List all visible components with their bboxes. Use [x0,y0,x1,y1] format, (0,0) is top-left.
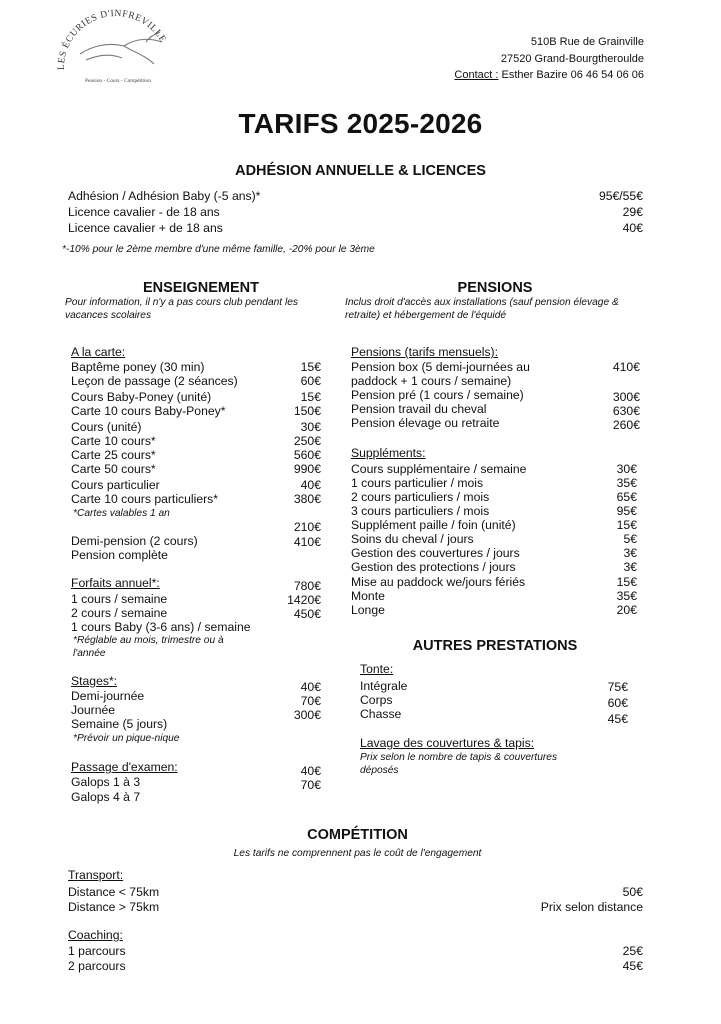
price-row-value: 95€ [616,504,637,518]
price-row-label: Corps [360,693,393,707]
supplements-title: Suppléments: [351,446,426,460]
price-row-label: Carte 10 cours* [71,434,156,448]
price-row-value: Prix selon distance [540,900,643,914]
address-line-1: 510B Rue de Grainville [530,36,644,48]
competition-heading: COMPÉTITION [307,827,408,843]
pensions-tarifs-title: Pensions (tarifs mensuels): [351,345,498,359]
adhesion-row-price: 40€ [622,221,643,235]
price-row-value: 50€ [622,885,643,899]
price-row-label: 1 cours Baby (3-6 ans) / semaine [71,620,251,634]
page-title: TARIFS 2025-2026 [238,108,483,139]
price-row-label: Monte [351,589,385,603]
price-row-value: 35€ [616,476,637,490]
price-row-label: Longe [351,603,385,617]
adhesion-row-label: Adhésion / Adhésion Baby (-5 ans)* [68,189,261,203]
lavage-title: Lavage des couvertures & tapis: [360,736,535,750]
price-row-label: paddock + 1 cours / semaine) [351,374,512,388]
pensions-intro-line-2: retraite) et hébergement de l'équidé [345,310,507,321]
price-row-value: 15€ [300,360,321,374]
horse-head-icon [80,32,162,64]
price-row-value: 260€ [612,418,640,432]
price-row-label: Pension complète [71,548,168,562]
price-row-label: 1 cours particulier / mois [351,476,484,490]
enseignement-intro-line-1: Pour information, il n'y a pas cours club pendant les [65,297,298,308]
enseignement-intro-line-2: vacances scolaires [65,310,152,321]
price-row-label: 2 cours particuliers / mois [351,490,490,504]
price-row-value: 450€ [293,607,321,621]
transport-title: Transport: [68,868,124,882]
cartes-note: *Cartes valables 1 an [73,508,170,519]
price-row-label: Pension travail du cheval [351,402,487,416]
price-row-label: 2 parcours [68,959,126,973]
price-row-label: Pension box (5 demi-journées au [351,360,530,374]
price-row-value: 45€ [622,959,643,973]
price-row-label: Pension pré (1 cours / semaine) [351,388,524,402]
price-row-label: Carte 25 cours* [71,448,156,462]
contact-label: Contact : [454,69,499,81]
price-row-value: 780€ [293,579,321,593]
price-row-label: 3 cours particuliers / mois [351,504,490,518]
autres-heading: AUTRES PRESTATIONS [412,638,578,654]
price-row-label: Soins du cheval / jours [351,532,474,546]
price-row-label: 1 parcours [68,944,126,958]
price-row-value: 25€ [622,944,643,958]
price-row-value: 210€ [293,520,321,534]
adhesion-row-price: 29€ [622,205,643,219]
logo-arc-text: LES ÉCURIES D'INFREVILLE [56,8,168,71]
forfaits-note-line-2: l'année [73,648,106,659]
price-row-label: Supplément paille / foin (unité) [351,518,516,532]
price-row-label: Pension élevage ou retraite [351,416,500,430]
price-row-label: Chasse [360,707,402,721]
price-row-value: 40€ [300,764,321,778]
price-row-value: 300€ [293,708,321,722]
price-row-value: 60€ [300,374,321,388]
price-row-label: Cours (unité) [71,420,142,434]
price-row-value: 250€ [293,434,321,448]
coaching-title: Coaching: [68,928,123,942]
price-row-value: 60€ [607,696,628,710]
price-row-label: Semaine (5 jours) [71,717,168,731]
price-row-label: 2 cours / semaine [71,606,168,620]
address-line-2: 27520 Grand-Bourgtheroulde [500,52,644,65]
price-row-value: 300€ [612,390,640,404]
contact-value: Esther Bazire 06 46 54 06 06 [501,69,644,81]
pensions-intro-line-1: Inclus droit d'accès aux installations (sauf pension élevage & [345,297,619,308]
price-row-label: Gestion des couvertures / jours [351,546,520,560]
lavage-note-line-1: Prix selon le nombre de tapis & couvertures [360,752,558,763]
price-row-label: Mise au paddock we/jours fériés [351,575,526,589]
stages-title: Stages*: [71,674,118,688]
address-block [454,34,644,84]
price-row-label: Cours supplémentaire / semaine [351,462,527,476]
price-row-value: 30€ [300,420,321,434]
price-row-value: 410€ [612,360,640,374]
price-row-value: 380€ [293,492,321,506]
price-row-label: Baptême poney (30 min) [71,360,205,374]
forfaits-title: Forfaits annuel*: [71,576,160,590]
price-row-value: 3€ [623,546,637,560]
price-row-value: 560€ [293,448,321,462]
logo-tagline: Pension - Cours - Compétition [85,78,151,84]
price-row-value: 70€ [300,694,321,708]
price-row-label: Demi-journée [71,689,145,703]
contact-line [454,67,644,84]
price-row-label: Distance > 75km [68,900,160,914]
price-row-label: Intégrale [360,679,408,693]
price-row-value: 65€ [616,490,637,504]
price-row-value: 5€ [623,532,637,546]
adhesion-note: *-10% pour le 2ème membre d'une même famille, -20% pour le 3ème [62,244,375,255]
price-row-label: 1 cours / semaine [71,592,168,606]
price-row-value: 410€ [293,535,321,549]
price-row-value: 35€ [616,589,637,603]
adhesion-row-label: Licence cavalier - de 18 ans [68,205,220,219]
tonte-title: Tonte: [360,662,394,676]
price-row-label: Demi-pension (2 cours) [71,534,198,548]
price-row-value: 40€ [300,478,321,492]
price-row-value: 150€ [293,404,321,418]
price-row-value: 990€ [293,462,321,476]
price-row-label: Carte 50 cours* [71,462,156,476]
stables-logo [50,8,185,88]
price-row-value: 30€ [616,462,637,476]
adhesion-heading: ADHÉSION ANNUELLE & LICENCES [235,163,486,179]
pensions-heading: PENSIONS [457,280,533,296]
price-row-value: 75€ [607,680,628,694]
adhesion-row-price: 95€/55€ [598,189,643,203]
price-row-label: Galops 1 à 3 [71,775,141,789]
competition-subtitle: Les tarifs ne comprennent pas le coût de l'engagement [233,848,482,859]
a-la-carte-title: A la carte: [71,345,126,359]
price-row-label: Leçon de passage (2 séances) [71,374,238,388]
forfaits-note-line-1: *Réglable au mois, trimestre ou à [73,635,224,646]
price-row-value: 1420€ [287,593,321,607]
price-row-label: Distance < 75km [68,885,160,899]
price-row-label: Carte 10 cours particuliers* [71,492,218,506]
price-row-value: 15€ [616,575,637,589]
price-row-label: Gestion des protections / jours [351,560,516,574]
lavage-note-line-2: déposés [360,765,399,776]
stages-note: *Prévoir un pique-nique [73,733,180,744]
price-row-value: 15€ [300,390,321,404]
price-row-label: Cours Baby-Poney (unité) [71,390,212,404]
price-row-value: 40€ [300,680,321,694]
price-row-value: 20€ [616,603,637,617]
enseignement-heading: ENSEIGNEMENT [142,280,259,296]
examen-title: Passage d'examen: [71,760,178,774]
price-row-value: 15€ [616,518,637,532]
price-row-label: Carte 10 cours Baby-Poney* [71,404,226,418]
price-row-label: Galops 4 à 7 [71,790,141,804]
price-row-value: 45€ [607,712,628,726]
price-row-label: Cours particulier [71,478,160,492]
price-row-value: 70€ [300,778,321,792]
price-row-value: 630€ [612,404,640,418]
price-row-label: Journée [71,703,116,717]
adhesion-row-label: Licence cavalier + de 18 ans [68,221,223,235]
price-row-value: 3€ [623,560,637,574]
